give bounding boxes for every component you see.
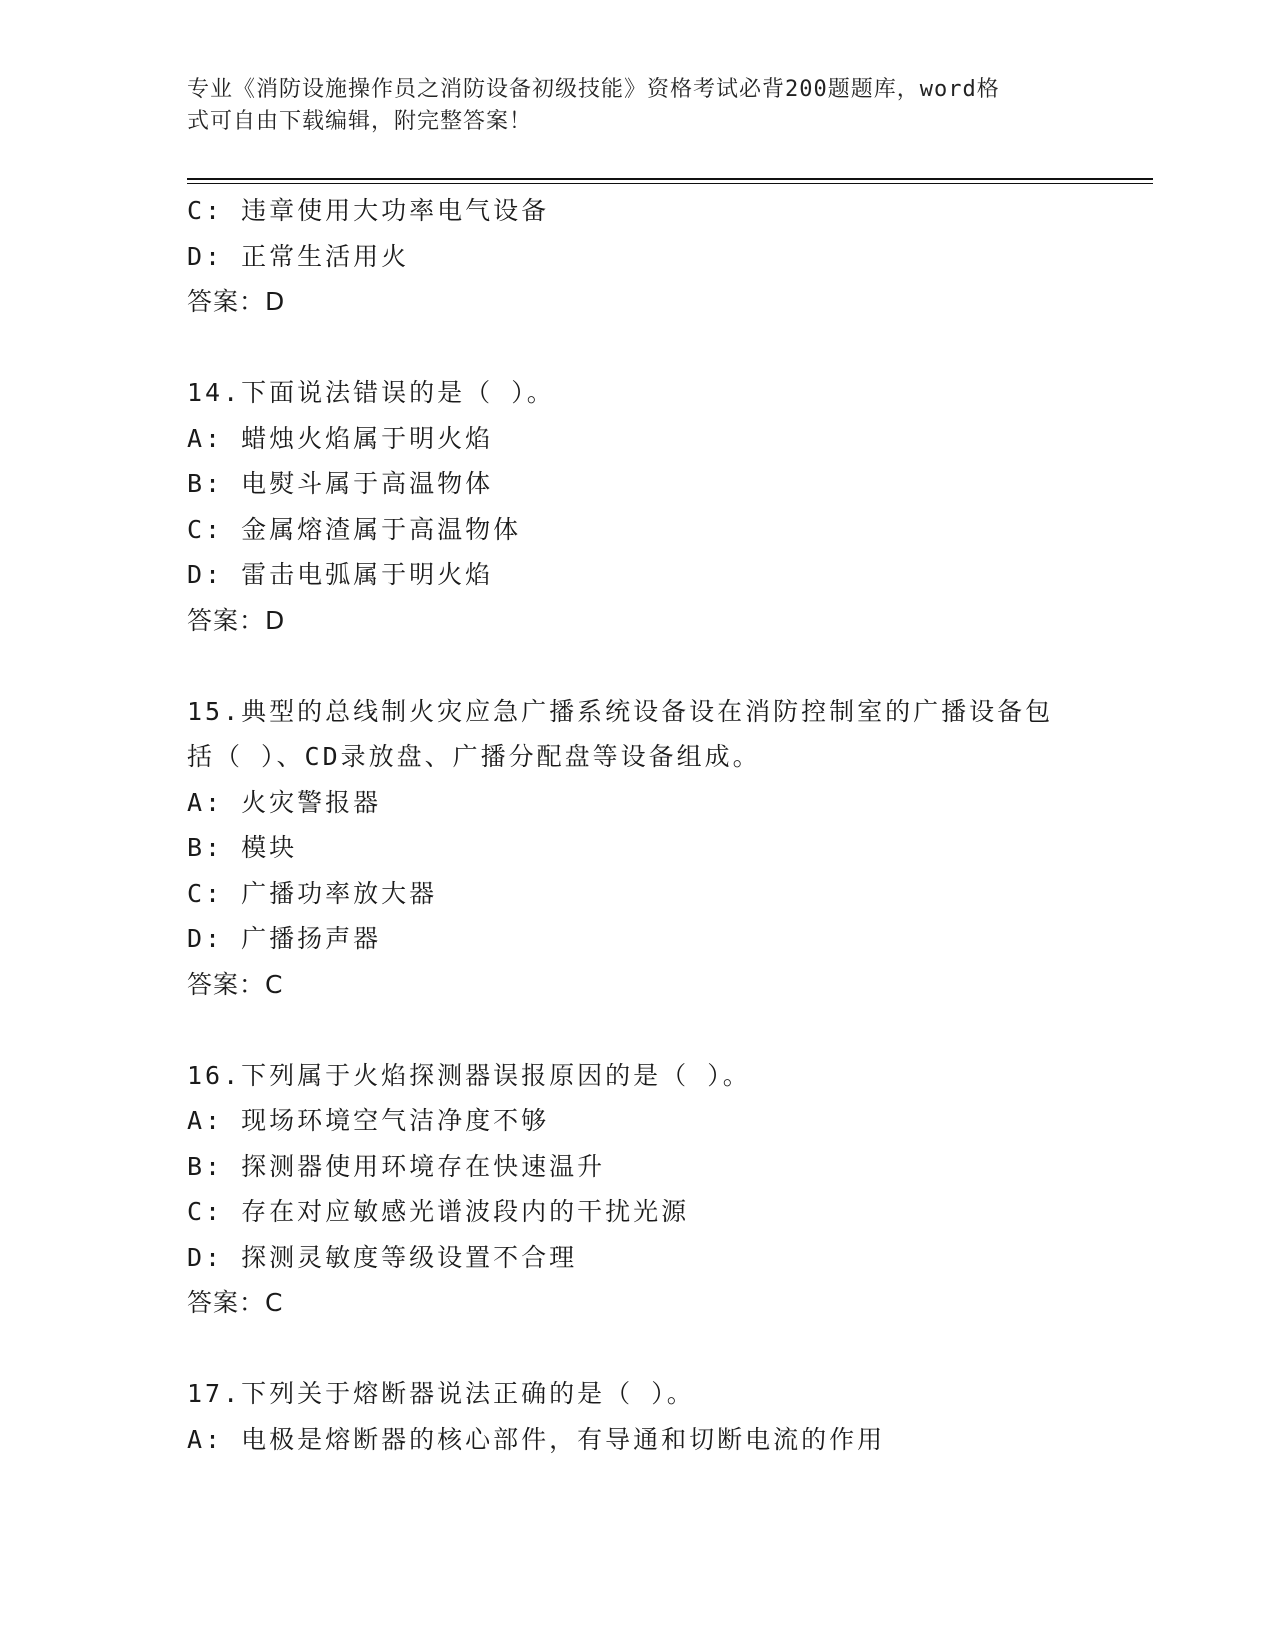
- question-list: [187, 188, 1087, 1462]
- spacer: [187, 325, 1087, 371]
- answer: 答案：C: [187, 1288, 284, 1317]
- option-d: D: 广播扬声器: [187, 924, 382, 953]
- spacer: [187, 1326, 1087, 1372]
- option-a: A: 火灾警报器: [187, 787, 382, 817]
- question-16: [187, 1053, 1087, 1326]
- option-c: C: 金属熔渣属于高温物体: [187, 514, 522, 544]
- option-d: D: 正常生活用火: [187, 241, 410, 271]
- option-b: B: 电熨斗属于高温物体: [187, 469, 494, 498]
- question-17: [187, 1371, 1087, 1462]
- header-rule-thick: [187, 178, 1153, 180]
- option-d: D: 雷击电弧属于明火焰: [187, 560, 494, 589]
- document-header: [187, 74, 1067, 138]
- option-a: A: 电极是熔断器的核心部件，有导通和切断电流的作用: [187, 1424, 886, 1454]
- option-b: B: 探测器使用环境存在快速温升: [187, 1151, 606, 1181]
- answer: 答案：D: [187, 605, 286, 635]
- spacer: [187, 643, 1087, 689]
- question-stem: 16.下列属于火焰探测器误报原因的是（ ）。: [187, 1060, 751, 1090]
- header-rule-thin: [187, 183, 1153, 184]
- question-13: [187, 188, 1087, 325]
- question-stem-line-2: 括（ ）、CD录放盘、广播分配盘等设备组成。: [187, 742, 761, 771]
- option-c: C: 广播功率放大器: [187, 878, 438, 908]
- question-stem: 17.下列关于熔断器说法正确的是（ ）。: [187, 1379, 695, 1408]
- question-stem-line-1: 15.典型的总线制火灾应急广播系统设备设在消防控制室的广播设备包: [187, 696, 1054, 726]
- header-line-1: 专业《消防设施操作员之消防设备初级技能》资格考试必背200题题库，word格: [187, 77, 1000, 102]
- answer: 答案：C: [187, 969, 284, 999]
- option-a: A: 现场环境空气洁净度不够: [187, 1106, 550, 1135]
- question-stem: 14.下面说法错误的是（ ）。: [187, 378, 555, 407]
- question-14: [187, 370, 1087, 643]
- header-line-2: 式可自由下载编辑，附完整答案！: [187, 109, 533, 134]
- option-b: B: 模块: [187, 833, 298, 862]
- option-d: D: 探测灵敏度等级设置不合理: [187, 1242, 578, 1272]
- answer: 答案：D: [187, 287, 286, 316]
- option-a: A: 蜡烛火焰属于明火焰: [187, 423, 494, 453]
- question-15: [187, 689, 1087, 1008]
- spacer: [187, 1007, 1087, 1053]
- option-c: C: 违章使用大功率电气设备: [187, 196, 550, 225]
- option-c: C: 存在对应敏感光谱波段内的干扰光源: [187, 1197, 690, 1226]
